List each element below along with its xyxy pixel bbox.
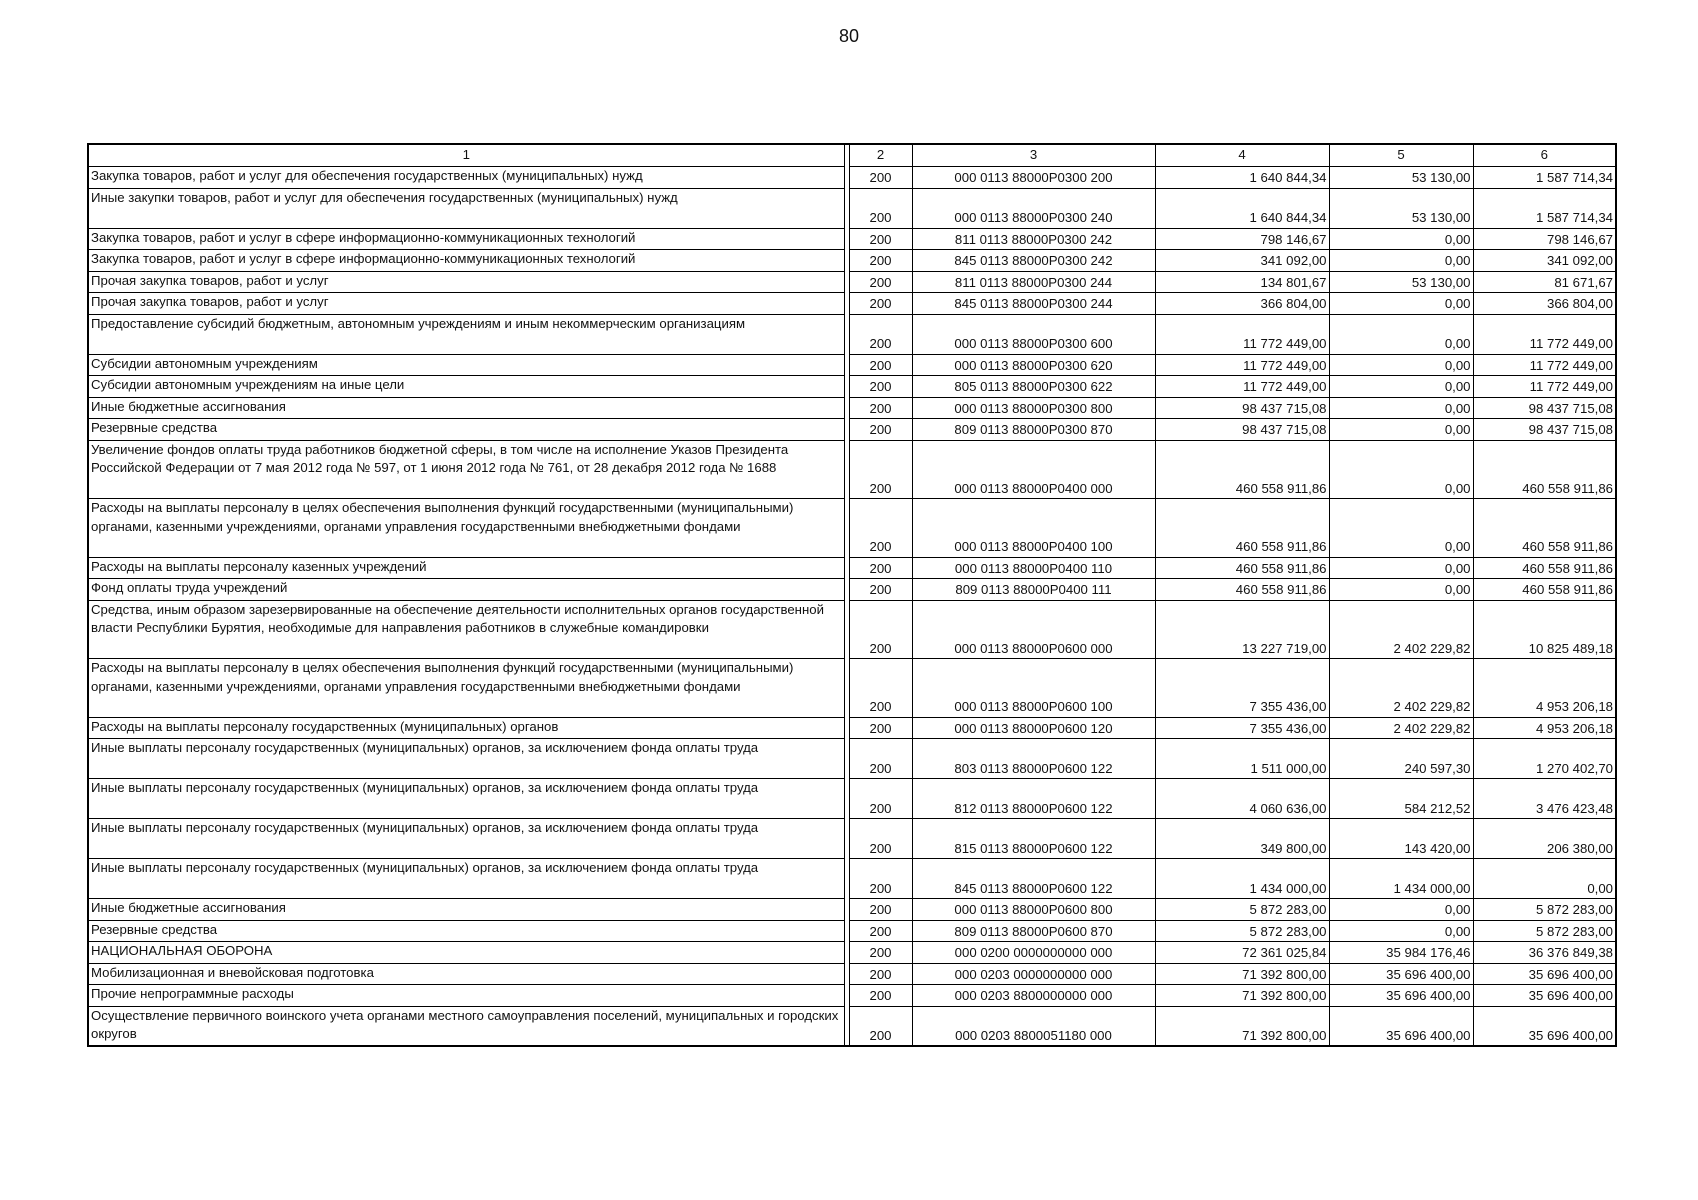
row-value-col5-cell: 35 984 176,46 bbox=[1329, 942, 1473, 964]
row-name-cell: Иные закупки товаров, работ и услуг для обеспечения государственных (муниципальных) нужд bbox=[88, 188, 844, 228]
row-value-col5-cell: 53 130,00 bbox=[1329, 271, 1473, 293]
row-classification-cell: 809 0113 88000P0300 870 bbox=[912, 419, 1155, 441]
row-classification-cell: 000 0113 88000P0300 240 bbox=[912, 188, 1155, 228]
table-row bbox=[88, 819, 1616, 859]
row-value-col4-cell: 1 511 000,00 bbox=[1155, 739, 1329, 779]
row-value-col5-cell: 0,00 bbox=[1329, 397, 1473, 419]
row-value-col5-cell: 0,00 bbox=[1329, 376, 1473, 398]
header-col-6: 6 bbox=[1473, 144, 1616, 167]
row-value-col5-cell: 0,00 bbox=[1329, 920, 1473, 942]
row-name-cell: НАЦИОНАЛЬНАЯ ОБОРОНА bbox=[88, 942, 844, 964]
row-name-cell: Расходы на выплаты персоналу в целях обеспечения выполнения функций государственными (муниципальными) органами, казенными учреждениями, органами управления государственными внебюджетными фондами bbox=[88, 659, 844, 718]
table-row bbox=[88, 1006, 1616, 1046]
row-name-cell: Резервные средства bbox=[88, 920, 844, 942]
table-row bbox=[88, 440, 1616, 499]
row-code-cell: 200 bbox=[849, 600, 912, 659]
row-value-col6-cell: 341 092,00 bbox=[1473, 250, 1616, 272]
row-name-cell: Расходы на выплаты персоналу в целях обеспечения выполнения функций государственными (муниципальными) органами, казенными учреждениями, органами управления государственными внебюджетными фондами bbox=[88, 499, 844, 558]
row-classification-cell: 000 0113 88000P0400 110 bbox=[912, 557, 1155, 579]
row-code-cell: 200 bbox=[849, 250, 912, 272]
table-row bbox=[88, 985, 1616, 1007]
row-value-col6-cell: 11 772 449,00 bbox=[1473, 354, 1616, 376]
row-value-col5-cell: 0,00 bbox=[1329, 899, 1473, 921]
row-classification-cell: 812 0113 88000P0600 122 bbox=[912, 779, 1155, 819]
row-classification-cell: 845 0113 88000P0300 244 bbox=[912, 293, 1155, 315]
row-classification-cell: 000 0113 88000P0300 800 bbox=[912, 397, 1155, 419]
row-code-cell: 200 bbox=[849, 419, 912, 441]
row-name-cell: Прочие непрограммные расходы bbox=[88, 985, 844, 1007]
header-col-1: 1 bbox=[88, 144, 844, 167]
row-value-col4-cell: 4 060 636,00 bbox=[1155, 779, 1329, 819]
row-name-cell: Закупка товаров, работ и услуг в сфере информационно-коммуникационных технологий bbox=[88, 250, 844, 272]
row-name-cell: Увеличение фондов оплаты труда работников бюджетной сферы, в том числе на исполнение Указов Президента Российской Федерации от 7 мая 2012 года № 597, от 1 июня 2012 года № 761, от 28 декабря 2012 года № 1688 bbox=[88, 440, 844, 499]
row-name-cell: Расходы на выплаты персоналу государственных (муниципальных) органов bbox=[88, 717, 844, 739]
row-value-col6-cell: 1 587 714,34 bbox=[1473, 188, 1616, 228]
budget-table bbox=[87, 143, 1617, 1047]
row-value-col5-cell: 1 434 000,00 bbox=[1329, 859, 1473, 899]
row-name-cell: Субсидии автономным учреждениям bbox=[88, 354, 844, 376]
page-number: 80 bbox=[838, 26, 860, 46]
table-body bbox=[88, 167, 1616, 1047]
row-value-col6-cell: 4 953 206,18 bbox=[1473, 659, 1616, 718]
row-code-cell: 200 bbox=[849, 167, 912, 189]
row-value-col4-cell: 11 772 449,00 bbox=[1155, 314, 1329, 354]
row-value-col4-cell: 460 558 911,86 bbox=[1155, 557, 1329, 579]
row-code-cell: 200 bbox=[849, 397, 912, 419]
row-classification-cell: 000 0203 0000000000 000 bbox=[912, 963, 1155, 985]
row-value-col6-cell: 4 953 206,18 bbox=[1473, 717, 1616, 739]
table-row bbox=[88, 859, 1616, 899]
row-value-col4-cell: 1 640 844,34 bbox=[1155, 188, 1329, 228]
row-value-col6-cell: 460 558 911,86 bbox=[1473, 499, 1616, 558]
row-value-col5-cell: 0,00 bbox=[1329, 499, 1473, 558]
table-row bbox=[88, 376, 1616, 398]
row-value-col6-cell: 98 437 715,08 bbox=[1473, 397, 1616, 419]
row-value-col6-cell: 3 476 423,48 bbox=[1473, 779, 1616, 819]
row-value-col6-cell: 35 696 400,00 bbox=[1473, 985, 1616, 1007]
row-value-col4-cell: 72 361 025,84 bbox=[1155, 942, 1329, 964]
row-code-cell: 200 bbox=[849, 942, 912, 964]
row-value-col5-cell: 0,00 bbox=[1329, 419, 1473, 441]
row-value-col4-cell: 11 772 449,00 bbox=[1155, 376, 1329, 398]
row-name-cell: Закупка товаров, работ и услуг в сфере информационно-коммуникационных технологий bbox=[88, 228, 844, 250]
row-value-col5-cell: 2 402 229,82 bbox=[1329, 600, 1473, 659]
row-code-cell: 200 bbox=[849, 271, 912, 293]
row-code-cell: 200 bbox=[849, 293, 912, 315]
row-name-cell: Осуществление первичного воинского учета органами местного самоуправления поселений, муниципальных и городских округов bbox=[88, 1006, 844, 1046]
row-value-col6-cell: 11 772 449,00 bbox=[1473, 314, 1616, 354]
row-value-col5-cell: 0,00 bbox=[1329, 557, 1473, 579]
table-row bbox=[88, 899, 1616, 921]
row-value-col6-cell: 35 696 400,00 bbox=[1473, 1006, 1616, 1046]
row-value-col4-cell: 5 872 283,00 bbox=[1155, 920, 1329, 942]
table-row bbox=[88, 920, 1616, 942]
row-code-cell: 200 bbox=[849, 376, 912, 398]
row-value-col4-cell: 98 437 715,08 bbox=[1155, 397, 1329, 419]
row-code-cell: 200 bbox=[849, 659, 912, 718]
row-classification-cell: 815 0113 88000P0600 122 bbox=[912, 819, 1155, 859]
row-value-col4-cell: 460 558 911,86 bbox=[1155, 499, 1329, 558]
row-value-col5-cell: 2 402 229,82 bbox=[1329, 717, 1473, 739]
table-row bbox=[88, 271, 1616, 293]
row-code-cell: 200 bbox=[849, 819, 912, 859]
row-value-col5-cell: 2 402 229,82 bbox=[1329, 659, 1473, 718]
row-value-col6-cell: 10 825 489,18 bbox=[1473, 600, 1616, 659]
row-value-col5-cell: 0,00 bbox=[1329, 440, 1473, 499]
row-name-cell: Иные выплаты персоналу государственных (муниципальных) органов, за исключением фонда оплаты труда bbox=[88, 819, 844, 859]
row-value-col4-cell: 134 801,67 bbox=[1155, 271, 1329, 293]
row-classification-cell: 000 0113 88000P0600 120 bbox=[912, 717, 1155, 739]
table-row bbox=[88, 600, 1616, 659]
row-value-col6-cell: 5 872 283,00 bbox=[1473, 899, 1616, 921]
row-classification-cell: 000 0113 88000P0300 600 bbox=[912, 314, 1155, 354]
row-code-cell: 200 bbox=[849, 440, 912, 499]
row-code-cell: 200 bbox=[849, 314, 912, 354]
header-col-2: 2 bbox=[849, 144, 912, 167]
row-value-col5-cell: 143 420,00 bbox=[1329, 819, 1473, 859]
row-name-cell: Фонд оплаты труда учреждений bbox=[88, 579, 844, 601]
row-name-cell: Иные бюджетные ассигнования bbox=[88, 899, 844, 921]
row-classification-cell: 811 0113 88000P0300 244 bbox=[912, 271, 1155, 293]
row-value-col4-cell: 7 355 436,00 bbox=[1155, 659, 1329, 718]
row-name-cell: Иные выплаты персоналу государственных (муниципальных) органов, за исключением фонда оплаты труда bbox=[88, 739, 844, 779]
row-classification-cell: 000 0113 88000P0300 200 bbox=[912, 167, 1155, 189]
table-row bbox=[88, 557, 1616, 579]
row-value-col5-cell: 35 696 400,00 bbox=[1329, 985, 1473, 1007]
row-value-col6-cell: 798 146,67 bbox=[1473, 228, 1616, 250]
row-code-cell: 200 bbox=[849, 899, 912, 921]
table-row bbox=[88, 354, 1616, 376]
row-code-cell: 200 bbox=[849, 579, 912, 601]
row-code-cell: 200 bbox=[849, 717, 912, 739]
row-value-col5-cell: 0,00 bbox=[1329, 293, 1473, 315]
row-name-cell: Средства, иным образом зарезервированные на обеспечение деятельности исполнительных органов государственной власти Республики Бурятия, необходимые для направления работников в служебные командировки bbox=[88, 600, 844, 659]
row-classification-cell: 000 0113 88000P0300 620 bbox=[912, 354, 1155, 376]
row-code-cell: 200 bbox=[849, 1006, 912, 1046]
row-value-col4-cell: 13 227 719,00 bbox=[1155, 600, 1329, 659]
table-row bbox=[88, 293, 1616, 315]
table-row bbox=[88, 499, 1616, 558]
row-value-col5-cell: 0,00 bbox=[1329, 354, 1473, 376]
row-value-col5-cell: 35 696 400,00 bbox=[1329, 963, 1473, 985]
header-row bbox=[88, 144, 1616, 167]
row-value-col4-cell: 11 772 449,00 bbox=[1155, 354, 1329, 376]
row-value-col6-cell: 5 872 283,00 bbox=[1473, 920, 1616, 942]
table-row bbox=[88, 739, 1616, 779]
table-row bbox=[88, 188, 1616, 228]
row-classification-cell: 000 0113 88000P0600 100 bbox=[912, 659, 1155, 718]
row-value-col5-cell: 35 696 400,00 bbox=[1329, 1006, 1473, 1046]
row-classification-cell: 811 0113 88000P0300 242 bbox=[912, 228, 1155, 250]
row-code-cell: 200 bbox=[849, 920, 912, 942]
row-value-col6-cell: 460 558 911,86 bbox=[1473, 557, 1616, 579]
row-value-col4-cell: 1 434 000,00 bbox=[1155, 859, 1329, 899]
table-row bbox=[88, 942, 1616, 964]
row-name-cell: Прочая закупка товаров, работ и услуг bbox=[88, 271, 844, 293]
row-value-col6-cell: 1 587 714,34 bbox=[1473, 167, 1616, 189]
row-name-cell: Предоставление субсидий бюджетным, автономным учреждениям и иным некоммерческим организациям bbox=[88, 314, 844, 354]
row-name-cell: Резервные средства bbox=[88, 419, 844, 441]
row-code-cell: 200 bbox=[849, 228, 912, 250]
row-value-col5-cell: 53 130,00 bbox=[1329, 188, 1473, 228]
row-code-cell: 200 bbox=[849, 557, 912, 579]
row-classification-cell: 803 0113 88000P0600 122 bbox=[912, 739, 1155, 779]
row-value-col6-cell: 0,00 bbox=[1473, 859, 1616, 899]
row-classification-cell: 845 0113 88000P0300 242 bbox=[912, 250, 1155, 272]
row-value-col6-cell: 460 558 911,86 bbox=[1473, 579, 1616, 601]
row-code-cell: 200 bbox=[849, 354, 912, 376]
row-code-cell: 200 bbox=[849, 188, 912, 228]
row-name-cell: Расходы на выплаты персоналу казенных учреждений bbox=[88, 557, 844, 579]
row-name-cell: Иные выплаты персоналу государственных (муниципальных) органов, за исключением фонда оплаты труда bbox=[88, 779, 844, 819]
row-value-col6-cell: 11 772 449,00 bbox=[1473, 376, 1616, 398]
row-code-cell: 200 bbox=[849, 963, 912, 985]
row-code-cell: 200 bbox=[849, 779, 912, 819]
row-value-col4-cell: 366 804,00 bbox=[1155, 293, 1329, 315]
row-value-col4-cell: 349 800,00 bbox=[1155, 819, 1329, 859]
row-classification-cell: 805 0113 88000P0300 622 bbox=[912, 376, 1155, 398]
row-classification-cell: 000 0200 0000000000 000 bbox=[912, 942, 1155, 964]
header-col-4: 4 bbox=[1155, 144, 1329, 167]
header-col-3: 3 bbox=[912, 144, 1155, 167]
table-row bbox=[88, 167, 1616, 189]
table-row bbox=[88, 397, 1616, 419]
row-code-cell: 200 bbox=[849, 499, 912, 558]
table-row bbox=[88, 579, 1616, 601]
row-value-col4-cell: 71 392 800,00 bbox=[1155, 1006, 1329, 1046]
table-row bbox=[88, 419, 1616, 441]
row-value-col5-cell: 584 212,52 bbox=[1329, 779, 1473, 819]
row-name-cell: Мобилизационная и вневойсковая подготовка bbox=[88, 963, 844, 985]
row-value-col4-cell: 460 558 911,86 bbox=[1155, 579, 1329, 601]
row-value-col6-cell: 366 804,00 bbox=[1473, 293, 1616, 315]
row-value-col6-cell: 81 671,67 bbox=[1473, 271, 1616, 293]
row-name-cell: Прочая закупка товаров, работ и услуг bbox=[88, 293, 844, 315]
row-name-cell: Иные выплаты персоналу государственных (муниципальных) органов, за исключением фонда оплаты труда bbox=[88, 859, 844, 899]
row-classification-cell: 000 0113 88000P0400 000 bbox=[912, 440, 1155, 499]
table-row bbox=[88, 250, 1616, 272]
row-classification-cell: 809 0113 88000P0400 111 bbox=[912, 579, 1155, 601]
row-classification-cell: 845 0113 88000P0600 122 bbox=[912, 859, 1155, 899]
row-value-col4-cell: 71 392 800,00 bbox=[1155, 985, 1329, 1007]
row-classification-cell: 000 0113 88000P0600 000 bbox=[912, 600, 1155, 659]
table-row bbox=[88, 314, 1616, 354]
row-value-col5-cell: 0,00 bbox=[1329, 228, 1473, 250]
row-value-col6-cell: 98 437 715,08 bbox=[1473, 419, 1616, 441]
row-code-cell: 200 bbox=[849, 739, 912, 779]
row-classification-cell: 000 0203 8800051180 000 bbox=[912, 1006, 1155, 1046]
row-value-col5-cell: 0,00 bbox=[1329, 250, 1473, 272]
table-row bbox=[88, 779, 1616, 819]
row-classification-cell: 809 0113 88000P0600 870 bbox=[912, 920, 1155, 942]
row-code-cell: 200 bbox=[849, 859, 912, 899]
table-row bbox=[88, 963, 1616, 985]
row-code-cell: 200 bbox=[849, 985, 912, 1007]
row-value-col5-cell: 0,00 bbox=[1329, 579, 1473, 601]
row-value-col6-cell: 35 696 400,00 bbox=[1473, 963, 1616, 985]
row-classification-cell: 000 0113 88000P0400 100 bbox=[912, 499, 1155, 558]
row-value-col4-cell: 460 558 911,86 bbox=[1155, 440, 1329, 499]
row-value-col5-cell: 53 130,00 bbox=[1329, 167, 1473, 189]
row-classification-cell: 000 0203 8800000000 000 bbox=[912, 985, 1155, 1007]
row-value-col4-cell: 71 392 800,00 bbox=[1155, 963, 1329, 985]
row-name-cell: Иные бюджетные ассигнования bbox=[88, 397, 844, 419]
row-value-col4-cell: 7 355 436,00 bbox=[1155, 717, 1329, 739]
row-value-col6-cell: 36 376 849,38 bbox=[1473, 942, 1616, 964]
header-col-5: 5 bbox=[1329, 144, 1473, 167]
row-value-col5-cell: 240 597,30 bbox=[1329, 739, 1473, 779]
row-value-col5-cell: 0,00 bbox=[1329, 314, 1473, 354]
row-value-col6-cell: 1 270 402,70 bbox=[1473, 739, 1616, 779]
row-value-col6-cell: 460 558 911,86 bbox=[1473, 440, 1616, 499]
row-value-col4-cell: 5 872 283,00 bbox=[1155, 899, 1329, 921]
table-row bbox=[88, 659, 1616, 718]
row-value-col6-cell: 206 380,00 bbox=[1473, 819, 1616, 859]
table-row bbox=[88, 228, 1616, 250]
row-value-col4-cell: 1 640 844,34 bbox=[1155, 167, 1329, 189]
table-row bbox=[88, 717, 1616, 739]
row-value-col4-cell: 341 092,00 bbox=[1155, 250, 1329, 272]
row-classification-cell: 000 0113 88000P0600 800 bbox=[912, 899, 1155, 921]
row-value-col4-cell: 98 437 715,08 bbox=[1155, 419, 1329, 441]
row-value-col4-cell: 798 146,67 bbox=[1155, 228, 1329, 250]
row-name-cell: Субсидии автономным учреждениям на иные цели bbox=[88, 376, 844, 398]
row-name-cell: Закупка товаров, работ и услуг для обеспечения государственных (муниципальных) нужд bbox=[88, 167, 844, 189]
